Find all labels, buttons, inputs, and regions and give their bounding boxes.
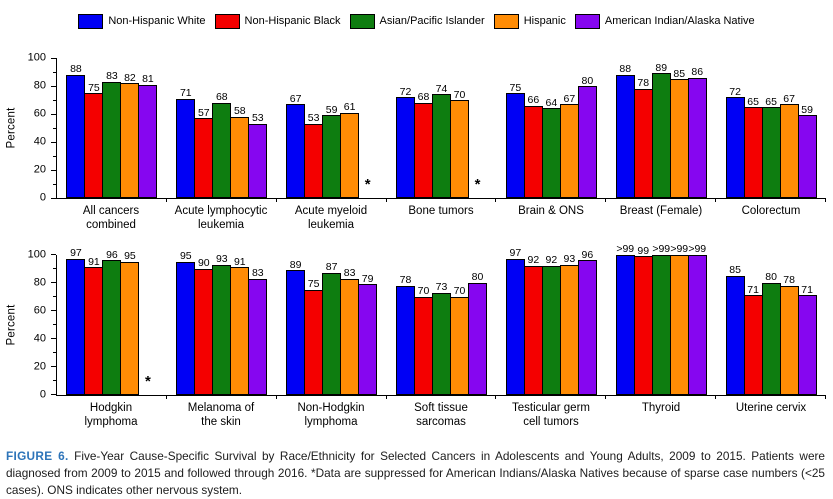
bar-value-label: 73 <box>435 281 448 294</box>
bar-value-label: 80 <box>765 271 777 284</box>
suppressed-slot <box>358 58 377 198</box>
bar <box>670 243 689 395</box>
bar-value-label: 53 <box>307 112 320 125</box>
bar-value-label: 96 <box>581 248 594 261</box>
bar-group <box>496 58 606 198</box>
bar <box>798 283 817 394</box>
bar-value-label: 65 <box>765 95 777 108</box>
bar-value-label: 75 <box>88 81 100 94</box>
y-axis-tick <box>51 198 56 199</box>
group-label: Soft tissue sarcomas <box>414 401 468 429</box>
chart-panel-bottom <box>0 243 833 430</box>
legend-label: Asian/Pacific Islander <box>379 14 485 27</box>
y-tick-label: 20 <box>33 163 46 176</box>
bar <box>542 96 561 198</box>
y-axis-label: Percent <box>5 107 18 149</box>
bar-value-label: 71 <box>747 283 759 296</box>
bar <box>652 243 671 395</box>
bar-group <box>716 58 826 198</box>
bar-value-label: >99 <box>688 243 707 256</box>
group-label: Testicular germ cell tumors <box>512 401 590 429</box>
group-label: Non-Hodgkin lymphoma <box>297 401 365 429</box>
group-labels-row <box>56 401 826 430</box>
bar <box>396 274 415 395</box>
bar <box>194 257 213 395</box>
figure-caption <box>6 448 825 499</box>
bar <box>340 267 359 395</box>
bar <box>286 258 305 395</box>
group-label: Acute myeloid leukemia <box>294 205 368 232</box>
y-axis-tick <box>51 170 56 171</box>
bar <box>120 71 139 198</box>
figure-label: FIGURE 6. <box>6 448 69 463</box>
y-tick-label: 100 <box>27 248 46 261</box>
bar <box>506 247 525 395</box>
bar <box>66 63 85 198</box>
bar-value-label: 86 <box>691 66 704 79</box>
bar <box>304 278 323 395</box>
bar-value-label: 89 <box>289 258 302 271</box>
x-axis-tick <box>166 198 167 202</box>
bar <box>652 61 671 198</box>
bar-value-label: 82 <box>124 71 136 84</box>
x-axis-tick <box>605 198 606 202</box>
bar <box>616 243 635 395</box>
bar-group <box>57 58 167 198</box>
bar-value-label: 78 <box>637 77 650 90</box>
bar-value-label: 89 <box>655 61 668 74</box>
bar-value-label: 61 <box>343 101 356 114</box>
bar-value-label: 59 <box>801 103 813 116</box>
bar-value-label: 68 <box>215 91 228 104</box>
legend-swatch <box>78 14 103 29</box>
x-axis-tick <box>825 198 826 202</box>
bar-value-label: 57 <box>197 106 210 119</box>
bar <box>120 250 139 395</box>
plot-area <box>56 58 826 199</box>
bar-value-label: 95 <box>179 250 192 263</box>
legend-label: Non-Hispanic White <box>108 14 206 27</box>
bar-value-label: 83 <box>106 70 118 83</box>
bar <box>762 95 781 198</box>
bar-value-label: 70 <box>417 285 430 298</box>
x-axis-tick <box>386 395 387 399</box>
y-axis-tick <box>53 352 56 353</box>
group-label: Acute lymphocytic leukemia <box>174 205 268 232</box>
bar-group <box>387 255 497 395</box>
x-axis-tick <box>276 395 277 399</box>
bar-group <box>277 58 387 198</box>
y-tick-label: 80 <box>33 79 46 92</box>
bar <box>432 281 451 395</box>
legend-label: Hispanic <box>523 14 566 27</box>
legend-label: Non-Hispanic Black <box>244 14 341 27</box>
bar-value-label: 79 <box>361 272 374 285</box>
bar-value-label: 72 <box>399 85 412 98</box>
bar-value-label: 78 <box>783 274 795 287</box>
legend-label: American Indian/Alaska Native <box>604 14 755 27</box>
bar <box>432 82 451 198</box>
y-axis-tick <box>51 254 56 255</box>
bar-value-label: 70 <box>453 285 466 298</box>
bar-value-label: 99 <box>637 244 650 257</box>
x-axis-tick <box>276 198 277 202</box>
bar <box>358 272 377 395</box>
bar-value-label: 80 <box>581 74 594 87</box>
bar-value-label: 92 <box>527 254 540 267</box>
plot-column <box>56 243 826 430</box>
legend-item <box>215 14 341 29</box>
bar <box>780 274 799 395</box>
bar <box>524 94 543 198</box>
x-axis-tick <box>825 395 826 399</box>
bar <box>66 247 85 395</box>
bar-value-label: 78 <box>399 274 412 287</box>
bar <box>542 254 561 395</box>
bar <box>578 248 597 394</box>
bar-value-label: 88 <box>70 63 82 76</box>
bar-value-label: 90 <box>197 257 210 270</box>
y-tick-label: 0 <box>39 388 46 401</box>
x-axis-tick <box>605 395 606 399</box>
legend-swatch <box>494 14 519 29</box>
bar <box>230 255 249 394</box>
bar-value-label: 97 <box>509 247 522 260</box>
group-label: Brain & ONS <box>518 205 584 217</box>
bar-value-label: 93 <box>215 253 228 266</box>
bar-value-label: 70 <box>453 88 466 101</box>
bar-value-label: 66 <box>527 94 540 107</box>
x-axis-tick <box>166 395 167 399</box>
bar-value-label: 75 <box>509 81 522 94</box>
bar-value-label: >99 <box>670 243 689 256</box>
bar <box>322 103 341 198</box>
group-label: Melanoma of the skin <box>187 401 255 429</box>
suppressed-slot <box>138 255 157 395</box>
bar <box>450 285 469 395</box>
y-tick-label: 60 <box>33 107 46 120</box>
group-label: Thyroid <box>641 401 681 414</box>
y-axis-gutter <box>0 248 56 401</box>
x-axis-tick <box>386 198 387 202</box>
bar <box>414 91 433 198</box>
y-axis-tick <box>51 338 56 339</box>
bar <box>102 70 121 198</box>
y-axis-tick <box>53 268 56 269</box>
bar <box>634 77 653 198</box>
bar <box>744 283 763 394</box>
bar <box>248 267 267 395</box>
y-axis-tick <box>53 296 56 297</box>
bar <box>340 101 359 198</box>
bar-value-label: 67 <box>289 92 302 105</box>
bar-value-label: >99 <box>652 243 671 256</box>
y-axis-tick <box>51 114 56 115</box>
y-axis-tick <box>51 58 56 59</box>
y-axis-tick <box>53 72 56 73</box>
bar <box>798 103 817 198</box>
bar-value-label: 83 <box>343 267 356 280</box>
bar <box>102 248 121 394</box>
y-axis-tick <box>53 100 56 101</box>
bar-value-label: 58 <box>233 105 246 118</box>
bar-value-label: 88 <box>619 63 632 76</box>
bar-group <box>167 250 277 395</box>
bar-value-label: >99 <box>616 243 635 256</box>
bar <box>578 74 597 198</box>
chart-panel-top <box>0 51 833 233</box>
bar <box>138 73 157 198</box>
bar <box>176 87 195 198</box>
suppressed-asterisk: * <box>364 176 371 193</box>
bar-value-label: 92 <box>545 254 558 267</box>
x-axis-tick <box>495 198 496 202</box>
legend-swatch <box>575 14 600 29</box>
y-axis-tick <box>51 394 56 395</box>
y-tick-label: 20 <box>33 360 46 373</box>
y-axis-tick <box>51 366 56 367</box>
y-tick-label: 40 <box>33 135 46 148</box>
bar <box>212 91 231 198</box>
legend-item <box>78 14 205 29</box>
y-tick-label: 40 <box>33 332 46 345</box>
bar <box>414 285 433 395</box>
bar-value-label: 67 <box>783 92 795 105</box>
bar <box>84 255 103 394</box>
bar-value-label: 68 <box>417 91 430 104</box>
bar-group <box>277 255 387 395</box>
bar-group <box>496 247 606 395</box>
bar-value-label: 75 <box>307 278 320 291</box>
y-axis-gutter <box>0 51 56 204</box>
suppressed-asterisk: * <box>474 176 481 193</box>
bar-group <box>716 255 826 395</box>
bar <box>84 81 103 198</box>
group-label: All cancers combined <box>82 205 140 232</box>
y-axis-tick <box>53 380 56 381</box>
x-axis-tick <box>495 395 496 399</box>
bar-value-label: 59 <box>325 103 338 116</box>
bar <box>688 66 707 198</box>
y-axis-tick <box>53 128 56 129</box>
group-label: Colorectum <box>741 205 801 217</box>
bar-value-label: 64 <box>545 96 558 109</box>
bar <box>726 85 745 198</box>
bar-value-label: 83 <box>251 267 264 280</box>
bar <box>744 95 763 198</box>
bar <box>780 92 799 198</box>
legend-item <box>494 14 566 29</box>
bar <box>468 271 487 395</box>
bar-group <box>387 58 497 198</box>
group-label: Uterine cervix <box>735 401 807 414</box>
bar <box>634 244 653 395</box>
bar <box>560 253 579 395</box>
bar <box>762 271 781 395</box>
plot-column <box>56 58 826 233</box>
y-axis-tick <box>51 86 56 87</box>
legend-swatch <box>350 14 375 29</box>
bar <box>616 63 635 198</box>
bar <box>726 264 745 395</box>
bar-value-label: 72 <box>729 85 741 98</box>
suppressed-asterisk: * <box>145 372 151 390</box>
group-label: Breast (Female) <box>619 205 703 217</box>
legend-item <box>350 14 485 29</box>
bar-value-label: 91 <box>233 255 246 268</box>
group-label: Hodgkin lymphoma <box>84 401 138 429</box>
bar-group <box>57 247 167 395</box>
x-axis-tick <box>715 395 716 399</box>
bar-value-label: 65 <box>747 95 759 108</box>
y-tick-label: 100 <box>27 51 46 64</box>
y-axis-tick <box>53 156 56 157</box>
y-axis-tick <box>53 324 56 325</box>
bar <box>524 254 543 395</box>
bar <box>304 112 323 198</box>
bar-value-label: 85 <box>673 67 686 80</box>
bar-group <box>167 58 277 198</box>
group-label: Bone tumors <box>408 205 474 217</box>
group-labels-row <box>56 204 826 233</box>
y-axis-tick <box>51 310 56 311</box>
y-tick-label: 0 <box>39 191 46 204</box>
bar <box>450 88 469 198</box>
bar-value-label: 53 <box>251 112 264 125</box>
chart-legend <box>0 0 833 32</box>
y-axis-label: Percent <box>5 304 18 346</box>
bar <box>286 92 305 198</box>
bar-value-label: 95 <box>124 250 136 263</box>
bar-value-label: 87 <box>325 261 338 274</box>
bar-value-label: 81 <box>142 73 154 86</box>
bar-value-label: 97 <box>70 247 82 260</box>
bar-value-label: 96 <box>106 248 118 261</box>
bar <box>248 112 267 198</box>
bar <box>322 261 341 395</box>
y-axis-tick <box>53 184 56 185</box>
legend-swatch <box>215 14 240 29</box>
x-axis-tick <box>715 198 716 202</box>
caption-text: Five-Year Cause-Specific Survival by Race/Ethnicity for Selected Cancers in Adolescents and Young Adults, 2009 to 2015. Patients were diagnosed from 2009 to 2015 and followed through 2016. *Data are suppressed for American Indians/Alaska Natives because of sparse case numbers (<25 cases). ONS indicates other nervous system. <box>6 448 825 497</box>
bar-value-label: 85 <box>729 264 741 277</box>
bar <box>506 81 525 198</box>
bar-value-label: 71 <box>801 283 813 296</box>
bar-value-label: 80 <box>471 271 484 284</box>
y-tick-label: 80 <box>33 276 46 289</box>
y-axis-tick <box>51 282 56 283</box>
bar <box>396 85 415 198</box>
bar-group <box>606 243 716 395</box>
bar <box>688 243 707 395</box>
bar <box>230 105 249 198</box>
y-tick-label: 60 <box>33 304 46 317</box>
bar-value-label: 91 <box>88 255 100 268</box>
y-axis-tick <box>51 142 56 143</box>
bar <box>670 67 689 198</box>
bar <box>560 92 579 198</box>
bar <box>176 250 195 395</box>
bar-value-label: 71 <box>179 87 192 100</box>
bar-value-label: 74 <box>435 82 448 95</box>
bar <box>212 253 231 395</box>
legend-item <box>575 14 755 29</box>
plot-area <box>56 243 826 396</box>
bar-value-label: 93 <box>563 253 576 266</box>
bar-value-label: 67 <box>563 92 576 105</box>
bar-group <box>606 58 716 198</box>
bar <box>194 106 213 198</box>
suppressed-slot <box>468 58 487 198</box>
